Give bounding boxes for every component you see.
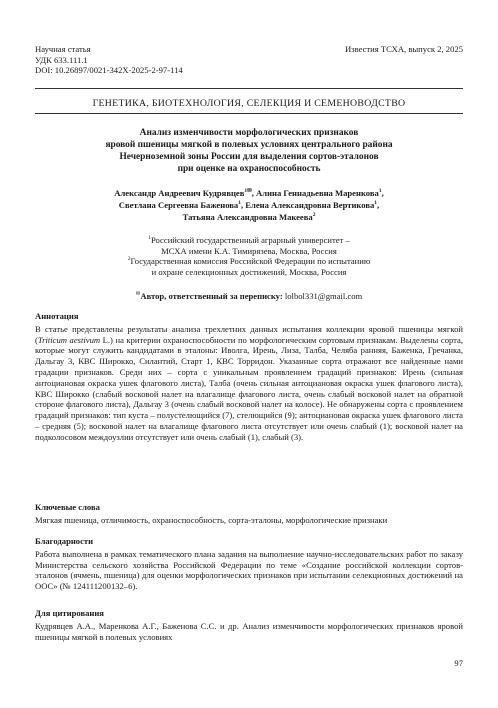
author-separator: , (381, 188, 384, 198)
abstract-heading: Аннотация (35, 311, 79, 321)
author-separator: , (377, 199, 380, 210)
abstract-text-part: В статье представлены результаты анализа трехлетних данных испытания коллекции яровой пшеницы мягкой ( (35, 323, 463, 345)
citation-heading: Для цитирования (35, 608, 104, 618)
author-line (35, 188, 463, 200)
section-title: ГЕНЕТИКА, БИОТЕХНОЛОГИЯ, СЕЛЕКЦИЯ И СЕМЕНОВОДСТВО (92, 98, 406, 109)
article-title (35, 127, 463, 175)
section-rule-bottom (35, 113, 463, 114)
author-affil-mark: 1 (378, 188, 382, 195)
section-rule-top (35, 88, 463, 89)
citation-text: Кудрявцев А.А., Маренкова А.Г., Баженова С.С. и др. Анализ изменчивости морфологических признаков яровой пшеницы мягкой в полевых условиях (35, 620, 463, 642)
species-name: Triticum aestivum (37, 334, 101, 345)
title-line: при оценке на охраноспособность (177, 164, 321, 175)
keywords-text: Мягкая пшеница, отличимость, охраноспособность, сорта-эталоны, морфологические признаки (35, 514, 388, 525)
citation-section (35, 608, 463, 642)
abstract-text-part: L.) на критерии охраноспособности по морфологическим сортовым признакам. Выделены сорта, которые могут служить кандидатами в эталоны: Иволга, Ирень, Лиза, Талба, Челяба ранняя, Баженка, Гречанка, Дальгау 3, КВС Широкко, Силантий, Старт 1, КВС Торридон. Указанные сорта отражают все найденные нами градации признаков. Среди них – сорта с уникальным проявлением градаций признаков: Ирень (сильная антоциановая окраска ушек флагового листа), Талба (очень сильная антоциановая окраска ушек флагового листа), КВС Широкко (слабый восковой налет на влагалище флагового листа, очень слабый восковой налет на обратной стороне флагового листа), Дальгау 3 (очень слабый восковой налет на колосе). Не обнаружены сорта с проявлением градаций признаков: тип куста – полустелющийся (7), стелющийся (9); антоциановая окраска ушек флагового листа – средняя (5); восковой налет на влагалище флагового листа отсутствует или очень слабый (1); восковой налет на подколосовом междоузлии отсутствует или очень слабый (1), слабый (3). (35, 334, 464, 442)
acknowledgements-text: Работа выполнена в рамках тематического плана задания на выполнение научно-исследовательских работ по заказу Министерства сельского хозяйства Российской Федерации по теме «Создание российской коллекции сортов-эталонов (ячмень, пшеница) для оценки морфологических признаков при испытании селекционных достижений на ООС» (№ 124111200132–6). (35, 548, 463, 592)
keywords-heading: Ключевые слова (35, 502, 100, 512)
abstract-section (35, 311, 463, 443)
affiliations (35, 235, 463, 277)
corresponding-author (35, 291, 463, 301)
author-affil-mark: 1 (238, 199, 241, 206)
abstract-text (35, 324, 463, 443)
author-name: Татьяна Александровна Макеева (182, 211, 313, 222)
envelope-icon: ✉ (135, 291, 141, 298)
affiliation-mark: 2 (127, 256, 131, 263)
author-name: Светлана Сергеевна Баженова (118, 199, 239, 210)
acknowledgements-section (35, 536, 463, 592)
correspondence-label: Автор, ответственный за переписку: (140, 291, 283, 301)
author-name: , Алина Геннадьевна Маренкова (251, 188, 379, 198)
affiliation-text: и охране селекционных достижений, Москва, Россия (151, 266, 347, 277)
article-header (35, 44, 463, 76)
correspondence-email: lolbol331@gmail.com (282, 291, 363, 301)
journal-name: Известия ТСХА, выпуск 2, 2025 (344, 44, 463, 54)
author-line (35, 200, 463, 212)
author-list (35, 188, 463, 223)
title-line: Нечерноземной зоны России для выделения сортов-эталонов (119, 152, 379, 163)
author-name: Александр Андреевич Кудрявцев (114, 188, 245, 198)
title-line: Анализ изменчивости морфологических признаков (139, 128, 359, 138)
page-number: 97 (454, 658, 463, 668)
affiliation-line (35, 256, 463, 267)
affiliation-line (35, 235, 463, 246)
affiliation-text: МСХА имени К.А. Тимирязева, Москва, Россия (161, 245, 337, 256)
author-affil-mark: 2 (312, 211, 316, 218)
article-type: Научная статья (35, 44, 91, 54)
udc-code: УДК 633.111.1 (35, 54, 88, 65)
doi: DOI: 10.26897/0021-342X-2025-2-97-114 (35, 65, 183, 76)
affiliation-text: Российский государственный аграрный университет – (150, 235, 350, 245)
author-affil-mark: 1✉ (244, 188, 252, 195)
author-affil-mark: 1 (374, 199, 378, 206)
acknowledgements-heading: Благодарности (35, 536, 94, 546)
author-line (35, 212, 463, 224)
title-line: яровой пшеницы мягкой в полевых условиях центрального района (105, 140, 393, 151)
keywords-section (35, 502, 463, 526)
author-name: , Елена Александровна Вертикова (240, 199, 375, 210)
affiliation-mark: 1 (148, 235, 151, 242)
affiliation-text: Государственная комиссия Российской Федерации по испытанию (130, 256, 371, 267)
